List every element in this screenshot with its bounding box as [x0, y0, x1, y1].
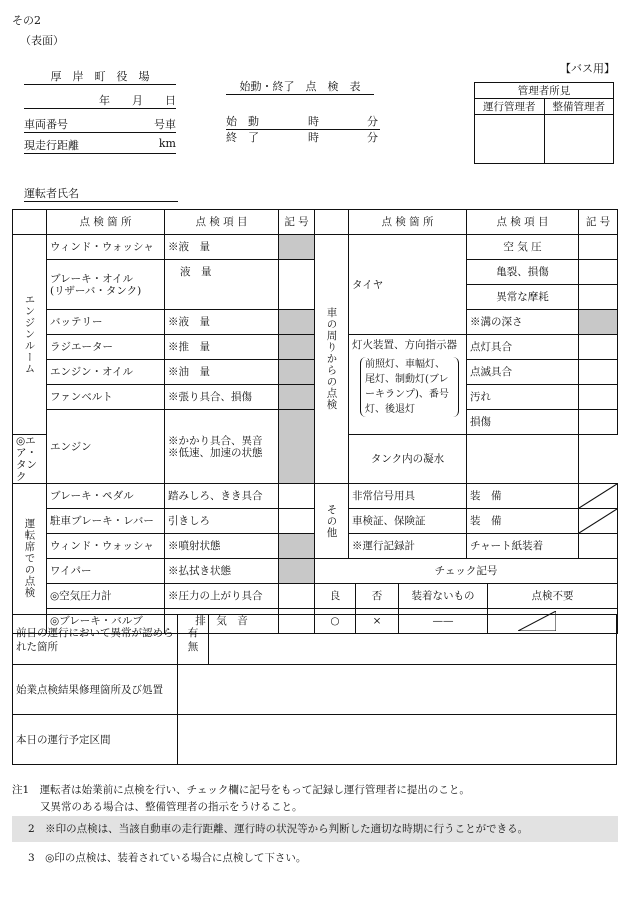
row-emergency: 非常信号用具 [349, 484, 467, 509]
row-battery: バッテリー [47, 310, 165, 335]
col-item-right: 点 検 項 目 [467, 210, 579, 235]
manager-remarks-table [474, 82, 614, 164]
mark-cell[interactable] [579, 534, 618, 559]
operation-manager-label: 運行管理者 [475, 99, 545, 115]
row-parking-brake-item: 引きしろ [165, 509, 279, 534]
mark-cell-slashed [579, 484, 618, 509]
symbol-bad: × [356, 609, 399, 633]
lights-detail: 前照灯、車幅灯、尾灯、制動灯(ブレーキランプ)、番号灯、後退灯 [360, 357, 459, 417]
mark-cell[interactable] [279, 410, 315, 484]
row-engine-item: ※かかり具合、異音 ※低速、加速の状態 [165, 410, 279, 484]
legend-none: 装着ないもの [399, 584, 488, 608]
row-parking-brake: 駐車ブレーキ・レバー [47, 509, 165, 534]
row-wiper-item: ※払拭き状態 [165, 559, 279, 584]
group-other: その他 [315, 484, 349, 559]
mark-cell[interactable] [279, 559, 315, 584]
row-air-tank: ◎エア・タンク [13, 435, 47, 484]
mark-cell[interactable] [279, 509, 315, 534]
mark-cell[interactable] [579, 385, 618, 410]
legend-bad: 否 [356, 584, 399, 608]
row-radiator-item: ※推 量 [165, 335, 279, 360]
driver-name-field[interactable]: 運転者氏名 [24, 185, 178, 202]
row-lights: 灯火装置、方向指示器 前照灯、車幅灯、尾灯、制動灯(ブレーキランプ)、番号灯、後退灯 [349, 335, 467, 435]
mark-cell[interactable] [279, 260, 315, 310]
row-engine: エンジン [47, 410, 165, 484]
bus-label: 【バス用】 [560, 62, 615, 75]
col-location: 点 検 箇 所 [47, 210, 165, 235]
mark-cell[interactable] [579, 410, 618, 435]
row-washer: ウィンド・ウォッシャ [47, 235, 165, 260]
row-inspection-cert-item: 装 備 [467, 509, 579, 534]
result-label: 始業点検結果修理箇所及び処置 [13, 665, 178, 715]
vehicle-number-field[interactable]: 車両番号 号車 [24, 118, 176, 131]
prev-anomaly-field[interactable] [209, 615, 617, 665]
sheet-number: その2 [12, 14, 41, 27]
row-lights-item: 損傷 [467, 410, 579, 435]
row-engine-oil: エンジン・オイル [47, 360, 165, 385]
legend-good: 良 [315, 584, 356, 608]
row-tire-item: 異常な摩耗 [467, 285, 579, 310]
mark-cell[interactable] [279, 335, 315, 360]
mark-cell[interactable] [279, 584, 315, 609]
note-2: 2 ※印の点検は、当該自動車の走行距離、運行時の状況等から判断した適切な時期に行うことができる。 [12, 816, 618, 842]
row-fan-belt-item: ※張り具合、損傷 [165, 385, 279, 410]
group-engine-room: エンジンルーム [13, 235, 47, 435]
col-mark-right: 記 号 [579, 210, 618, 235]
symbol-none: —— [399, 609, 488, 633]
check-marks-legend-title: チェック記号 [315, 559, 618, 584]
maintenance-manager-label: 整備管理者 [544, 99, 614, 115]
note-3: 3 ◎印の点検は、装着されている場合に点検して下さい。 [28, 852, 307, 864]
mark-cell[interactable] [279, 484, 315, 509]
distance-field[interactable]: 現走行距離 km [24, 137, 176, 152]
row-washer-spray-item: ※噴射状態 [165, 534, 279, 559]
mark-cell[interactable] [279, 385, 315, 410]
remarks-table [12, 614, 617, 765]
mark-cell[interactable] [467, 435, 579, 484]
prev-anomaly-label: 前日の運行において異常が認められた箇所 [13, 615, 178, 665]
mark-cell[interactable] [579, 310, 618, 335]
col-mark: 記 号 [279, 210, 315, 235]
legend-unneeded: 点検不要 [531, 590, 574, 602]
mark-cell[interactable] [279, 310, 315, 335]
row-brake-pedal-item: 踏みしろ、きき具合 [165, 484, 279, 509]
row-inspection-cert: 車検証、保険証 [349, 509, 467, 534]
row-brake-pedal: ブレーキ・ペダル [47, 484, 165, 509]
row-air-gauge: ◎空気圧力計 [47, 584, 165, 609]
col-location-right: 点 検 箇 所 [349, 210, 467, 235]
row-fan-belt: ファンベルト [47, 385, 165, 410]
row-battery-item: ※液 量 [165, 310, 279, 335]
row-emergency-item: 装 備 [467, 484, 579, 509]
route-field[interactable] [178, 715, 617, 765]
row-air-tank-item: タンク内の凝水 [349, 435, 467, 484]
route-label: 本日の運行予定区間 [13, 715, 178, 765]
maintenance-manager-seal[interactable] [544, 115, 614, 164]
mark-cell[interactable] [579, 360, 618, 385]
mark-cell-slashed [579, 509, 618, 534]
row-brake-oil-item: 液 量 [165, 260, 279, 310]
row-radiator: ラジエーター [47, 335, 165, 360]
mark-cell[interactable] [279, 534, 315, 559]
row-lights-item: 点灯具合 [467, 335, 579, 360]
row-brake-valve-item: 排 気 音 [165, 609, 279, 634]
manager-title: 管理者所見 [475, 83, 614, 99]
operation-manager-seal[interactable] [475, 115, 545, 164]
row-lights-item: 点滅具合 [467, 360, 579, 385]
row-tire: タイヤ [349, 235, 467, 335]
inspection-table [12, 209, 618, 634]
row-lights-item: 汚れ [467, 385, 579, 410]
presence-toggle[interactable]: 有 無 [178, 615, 209, 665]
row-air-gauge-item: ※圧力の上がり具合 [165, 584, 279, 609]
date-field[interactable]: 年 月 日 [24, 92, 176, 109]
row-tire-item: 空 気 圧 [467, 235, 579, 260]
row-recorder: ※運行記録計 [349, 534, 467, 559]
group-around-vehicle: 車の周りからの点検 [315, 235, 349, 484]
col-item: 点 検 項 目 [165, 210, 279, 235]
mark-cell[interactable] [579, 335, 618, 360]
row-recorder-item: チャート紙装着 [467, 534, 579, 559]
note-1b: 又異常のある場合は、整備管理者の指示をうけること。 [40, 801, 303, 813]
form-title: 始動・終了 点 検 表 [226, 78, 374, 95]
row-washer-spray: ウィンド・ウォッシャ [47, 534, 165, 559]
row-washer-item: ※液 量 [165, 235, 279, 260]
start-time-field[interactable]: 始 動 時 分 [226, 115, 378, 128]
side-label: （表面） [20, 34, 64, 47]
row-engine-oil-item: ※油 量 [165, 360, 279, 385]
note-1a: 注1 運転者は始業前に点検を行い、チェック欄に記号をもって記録し運行管理者に提出のこと。 [12, 784, 470, 796]
row-tire-item: ※溝の深さ [467, 310, 579, 335]
row-brake-valve: ◎ブレーキ・バルブ [47, 609, 165, 634]
mark-cell[interactable] [579, 260, 618, 285]
office-name: 厚 岸 町 役 場 [24, 68, 176, 85]
end-time-field[interactable]: 終 了 時 分 [226, 131, 378, 144]
mark-cell[interactable] [279, 235, 315, 260]
mark-cell[interactable] [579, 235, 618, 260]
mark-cell[interactable] [579, 285, 618, 310]
mark-cell[interactable] [279, 360, 315, 385]
row-brake-oil: ブレーキ・オイル (リザーバ・タンク) [47, 260, 165, 310]
row-tire-item: 亀裂、損傷 [467, 260, 579, 285]
result-field[interactable] [178, 665, 617, 715]
group-driver-seat: 運転席での点検 [13, 484, 47, 634]
row-wiper: ワイパー [47, 559, 165, 584]
check-marks-legend [315, 584, 618, 609]
symbol-good: ○ [315, 609, 356, 633]
